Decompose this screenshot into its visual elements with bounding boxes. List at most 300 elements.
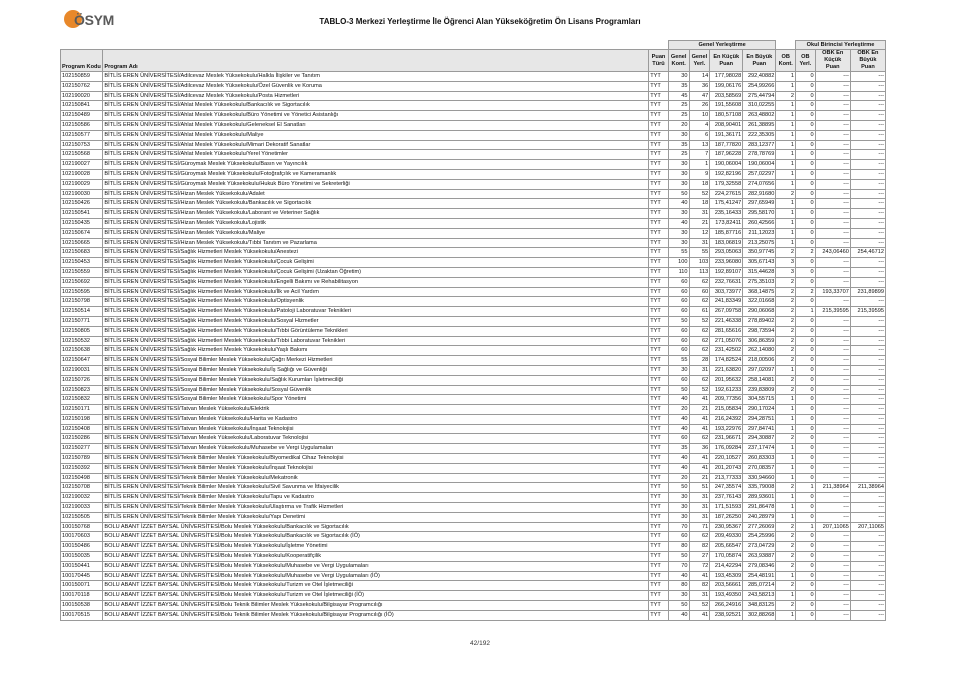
col-program-name-cell: BİTLİS EREN ÜNİVERSİTESİ/Teknik Bilimler Meslek Yüksekokulu/Sivil Savunma ve İtfaiyecilik: [103, 483, 649, 493]
col-max-score-cell: 310,02255: [743, 101, 776, 111]
col-general-quota-cell: 30: [668, 130, 689, 140]
col-ob-placed-cell: 0: [796, 91, 816, 101]
col-ob-quota-cell: 1: [776, 454, 796, 464]
table-row: [61, 542, 886, 552]
col-general-quota-cell: 40: [668, 463, 689, 473]
col-obk-min-score-cell: ---: [815, 414, 850, 424]
col-ob-quota-cell: 2: [776, 601, 796, 611]
col-obk-min-score-cell: ---: [815, 228, 850, 238]
col-general-quota-cell: 50: [668, 552, 689, 562]
col-obk-max-score-cell: ---: [850, 91, 885, 101]
col-program-code-cell: 102150408: [61, 424, 103, 434]
col-program-code-cell: 102150708: [61, 483, 103, 493]
table-row: [61, 91, 886, 101]
col-ob-quota-cell: 3: [776, 267, 796, 277]
col-ob-quota-cell: 1: [776, 209, 796, 219]
col-min-score-cell: 241,83349: [710, 297, 743, 307]
col-general-quota-cell: 60: [668, 326, 689, 336]
col-obk-min-score-cell: ---: [815, 571, 850, 581]
col-general-placed-cell: 21: [689, 405, 710, 415]
col-max-score-cell: 350,97745: [743, 248, 776, 258]
col-general-quota-cell: 35: [668, 444, 689, 454]
col-obk-max-score-cell: ---: [850, 218, 885, 228]
col-general-quota-cell: 50: [668, 385, 689, 395]
col-min-score-cell: 175,41247: [710, 199, 743, 209]
col-obk-min-score-cell: ---: [815, 561, 850, 571]
table-row: [61, 601, 886, 611]
col-score-type-cell: TYT: [649, 91, 669, 101]
col-obk-min-score-cell: ---: [815, 542, 850, 552]
col-ob-quota-cell: 1: [776, 395, 796, 405]
col-obk-min-score-cell: ---: [815, 434, 850, 444]
col-min-score-cell: 203,56661: [710, 581, 743, 591]
col-general-quota-header: Genel Kont.: [668, 50, 689, 72]
col-general-placed-cell: 51: [689, 483, 710, 493]
col-obk-min-score-cell: ---: [815, 91, 850, 101]
col-program-code-cell: 102150647: [61, 356, 103, 366]
col-max-score-cell: 240,28979: [743, 512, 776, 522]
col-obk-max-score-cell: ---: [850, 297, 885, 307]
col-ob-placed-cell: 0: [796, 473, 816, 483]
col-min-score-cell: 303,73977: [710, 287, 743, 297]
col-obk-max-score-cell: ---: [850, 405, 885, 415]
table-row: [61, 561, 886, 571]
col-program-name-cell: BİTLİS EREN ÜNİVERSİTESİ/Tatvan Meslek Yüksekokulu/Laboratuvar Teknolojisi: [103, 434, 649, 444]
col-general-placed-cell: 52: [689, 601, 710, 611]
col-obk-max-score-cell: ---: [850, 414, 885, 424]
col-score-type-cell: TYT: [649, 356, 669, 366]
col-program-name-cell: BİTLİS EREN ÜNİVERSİTESİ/Sağlık Hizmetleri Meslek Yüksekokulu/Optisyenlik: [103, 297, 649, 307]
col-ob-quota-cell: 1: [776, 463, 796, 473]
col-ob-placed-cell: 1: [796, 522, 816, 532]
table-row: [61, 199, 886, 209]
col-general-quota-cell: 20: [668, 120, 689, 130]
col-program-name-cell: BİTLİS EREN ÜNİVERSİTESİ/Hizan Meslek Yüksekokulu/Maliye: [103, 228, 649, 238]
col-min-score-cell: 173,82411: [710, 218, 743, 228]
col-score-type-cell: TYT: [649, 160, 669, 170]
col-score-type-cell: TYT: [649, 72, 669, 82]
col-general-placed-cell: 21: [689, 218, 710, 228]
col-max-score-cell: 239,83809: [743, 385, 776, 395]
col-score-type-cell: TYT: [649, 101, 669, 111]
col-program-code-cell: 102190033: [61, 503, 103, 513]
col-ob-placed-cell: 0: [796, 571, 816, 581]
col-max-score-cell: 243,58213: [743, 591, 776, 601]
col-general-placed-cell: 71: [689, 522, 710, 532]
col-program-code-cell: 102150577: [61, 130, 103, 140]
col-min-score-cell: 193,22976: [710, 424, 743, 434]
col-program-name-cell: BİTLİS EREN ÜNİVERSİTESİ/Hizan Meslek Yüksekokulu/Laborant ve Veteriner Sağlık: [103, 209, 649, 219]
col-ob-quota-cell: 1: [776, 503, 796, 513]
col-general-placed-cell: 52: [689, 316, 710, 326]
col-general-quota-cell: 80: [668, 581, 689, 591]
col-general-quota-cell: 35: [668, 81, 689, 91]
col-min-score-cell: 192,89107: [710, 267, 743, 277]
col-score-type-cell: TYT: [649, 512, 669, 522]
col-ob-placed-cell: 0: [796, 130, 816, 140]
col-program-name-cell: BİTLİS EREN ÜNİVERSİTESİ/Tatvan Meslek Yüksekokulu/Harita ve Kadastro: [103, 414, 649, 424]
col-ob-placed-cell: 0: [796, 365, 816, 375]
col-obk-max-score-cell: ---: [850, 160, 885, 170]
col-program-code-cell: 102150568: [61, 150, 103, 160]
col-min-score-cell: 185,87716: [710, 228, 743, 238]
col-min-score-cell: 201,95632: [710, 375, 743, 385]
col-obk-min-score-cell: ---: [815, 424, 850, 434]
col-obk-min-score-cell: ---: [815, 130, 850, 140]
col-score-type-cell: TYT: [649, 169, 669, 179]
col-ob-quota-cell: 1: [776, 130, 796, 140]
col-general-placed-header: Genel Yerl.: [689, 50, 710, 72]
col-ob-quota-cell: 2: [776, 91, 796, 101]
col-general-quota-cell: 30: [668, 493, 689, 503]
col-score-type-cell: TYT: [649, 493, 669, 503]
col-program-name-cell: BİTLİS EREN ÜNİVERSİTESİ/Teknik Bilimler Meslek Yüksekokulu/Yapı Denetimi: [103, 512, 649, 522]
col-general-quota-cell: 60: [668, 434, 689, 444]
col-ob-placed-header: OB Yerl.: [796, 50, 816, 72]
col-min-score-cell: 205,66547: [710, 542, 743, 552]
col-obk-max-score-cell: ---: [850, 316, 885, 326]
col-program-code-cell: 100170445: [61, 571, 103, 581]
col-min-score-cell: 177,98028: [710, 72, 743, 82]
col-max-score-cell: 261,38895: [743, 120, 776, 130]
col-general-quota-cell: 30: [668, 238, 689, 248]
table-row: [61, 571, 886, 581]
col-general-placed-cell: 41: [689, 424, 710, 434]
col-obk-max-score-cell: ---: [850, 503, 885, 513]
table-row: [61, 120, 886, 130]
col-ob-quota-cell: 1: [776, 81, 796, 91]
table-row: [61, 209, 886, 219]
col-min-score-cell: 231,96671: [710, 434, 743, 444]
col-ob-quota-cell: 1: [776, 493, 796, 503]
col-ob-quota-cell: 2: [776, 346, 796, 356]
col-score-type-cell: TYT: [649, 571, 669, 581]
table-row: [61, 297, 886, 307]
col-score-type-cell: TYT: [649, 199, 669, 209]
col-max-score-cell: 297,02097: [743, 365, 776, 375]
col-program-code-cell: 102150665: [61, 238, 103, 248]
col-ob-quota-cell: 1: [776, 120, 796, 130]
table-row: [61, 522, 886, 532]
col-general-placed-cell: 41: [689, 463, 710, 473]
col-obk-max-score-cell: ---: [850, 258, 885, 268]
col-general-quota-cell: 40: [668, 414, 689, 424]
col-obk-max-score-cell: ---: [850, 571, 885, 581]
table-row: [61, 101, 886, 111]
col-max-score-cell: 292,40882: [743, 72, 776, 82]
col-program-name-cell: BİTLİS EREN ÜNİVERSİTESİ/Hizan Meslek Yüksekokulu/Bankacılık ve Sigortacılık: [103, 199, 649, 209]
col-program-code-cell: 102150823: [61, 385, 103, 395]
table-row: [61, 424, 886, 434]
col-program-name-cell: BOLU ABANT İZZET BAYSAL ÜNİVERSİTESİ/Bolu Meslek Yüksekokulu/Kooperatifçilik: [103, 552, 649, 562]
col-obk-max-score-cell: ---: [850, 326, 885, 336]
col-general-placed-cell: 41: [689, 454, 710, 464]
col-obk-min-score-cell: ---: [815, 189, 850, 199]
col-general-placed-cell: 103: [689, 258, 710, 268]
col-obk-min-score-cell: ---: [815, 581, 850, 591]
col-ob-placed-cell: 0: [796, 326, 816, 336]
col-max-score-cell: 315,44628: [743, 267, 776, 277]
col-ob-placed-cell: 0: [796, 189, 816, 199]
col-obk-max-score-cell: 215,39595: [850, 307, 885, 317]
col-min-score-cell: 237,76143: [710, 493, 743, 503]
col-min-score-header: En Küçük Puan: [710, 50, 743, 72]
col-program-name-cell: BİTLİS EREN ÜNİVERSİTESİ/Sağlık Hizmetleri Meslek Yüksekokulu/Çocuk Gelişimi (Uzaktan Öğretim): [103, 267, 649, 277]
col-min-score-cell: 208,90401: [710, 120, 743, 130]
col-ob-quota-cell: 2: [776, 326, 796, 336]
col-program-code-cell: 102150426: [61, 199, 103, 209]
col-program-name-cell: BİTLİS EREN ÜNİVERSİTESİ/Teknik Bilimler Meslek Yüksekokulu/Mekatronik: [103, 473, 649, 483]
col-program-name-cell: BİTLİS EREN ÜNİVERSİTESİ/Teknik Bilimler Meslek Yüksekokulu/Tapu ve Kadastro: [103, 493, 649, 503]
col-obk-max-score-cell: 207,11065: [850, 522, 885, 532]
col-ob-quota-cell: 1: [776, 199, 796, 209]
col-program-name-cell: BİTLİS EREN ÜNİVERSİTESİ/Ahlat Meslek Yüksekokulu/Geleneksel El Sanatları: [103, 120, 649, 130]
col-score-type-cell: TYT: [649, 218, 669, 228]
col-max-score-cell: 260,42566: [743, 218, 776, 228]
col-obk-max-score-cell: ---: [850, 336, 885, 346]
col-general-quota-cell: 30: [668, 503, 689, 513]
col-ob-quota-cell: 2: [776, 552, 796, 562]
col-ob-quota-cell: 2: [776, 532, 796, 542]
page-title: TABLO-3 Merkezi Yerleştirme İle Öğrenci Alan Yükseköğretim Ön Lisans Programları: [319, 17, 641, 26]
col-general-placed-cell: 72: [689, 561, 710, 571]
col-obk-min-score-cell: ---: [815, 375, 850, 385]
col-min-score-cell: 281,65616: [710, 326, 743, 336]
col-ob-quota-cell: 2: [776, 307, 796, 317]
col-min-score-cell: 180,57108: [710, 111, 743, 121]
col-max-score-cell: 330,94660: [743, 473, 776, 483]
col-ob-placed-cell: 0: [796, 277, 816, 287]
col-ob-quota-cell: 1: [776, 228, 796, 238]
col-general-placed-cell: 82: [689, 581, 710, 591]
col-obk-max-score-cell: ---: [850, 228, 885, 238]
col-general-quota-cell: 30: [668, 365, 689, 375]
col-obk-max-score-cell: ---: [850, 356, 885, 366]
col-program-name-cell: BOLU ABANT İZZET BAYSAL ÜNİVERSİTESİ/Bolu Teknik Bilimler Meslek Yüksekokulu/Bilgisayar Programcılığı (İÖ): [103, 610, 649, 620]
col-general-quota-cell: 30: [668, 591, 689, 601]
col-min-score-cell: 199,06176: [710, 81, 743, 91]
col-min-score-cell: 187,26250: [710, 512, 743, 522]
col-obk-min-score-cell: ---: [815, 473, 850, 483]
col-min-score-cell: 235,16433: [710, 209, 743, 219]
col-ob-quota-cell: 2: [776, 375, 796, 385]
col-general-placed-cell: 61: [689, 307, 710, 317]
col-obk-min-score-header: OBK En Küçük Puan: [815, 50, 850, 72]
col-general-quota-cell: 20: [668, 405, 689, 415]
col-program-name-cell: BİTLİS EREN ÜNİVERSİTESİ/Ahlat Meslek Yüksekokulu/Yerel Yönetimler: [103, 150, 649, 160]
col-program-name-cell: BİTLİS EREN ÜNİVERSİTESİ/Hizan Meslek Yüksekokulu/Tıbbi Tanıtım ve Pazarlama: [103, 238, 649, 248]
col-obk-min-score-cell: ---: [815, 120, 850, 130]
col-ob-placed-cell: 0: [796, 542, 816, 552]
col-obk-max-score-cell: ---: [850, 209, 885, 219]
col-max-score-cell: 298,73594: [743, 326, 776, 336]
col-general-placed-cell: 9: [689, 169, 710, 179]
col-ob-quota-cell: 1: [776, 140, 796, 150]
col-obk-min-score-cell: 243,06460: [815, 248, 850, 258]
col-min-score-cell: 201,20743: [710, 463, 743, 473]
col-ob-placed-cell: 0: [796, 395, 816, 405]
col-obk-min-score-cell: ---: [815, 454, 850, 464]
col-max-score-cell: 295,58170: [743, 209, 776, 219]
col-general-quota-cell: 35: [668, 140, 689, 150]
col-min-score-cell: 171,51593: [710, 503, 743, 513]
col-obk-max-score-cell: ---: [850, 532, 885, 542]
col-max-score-cell: 263,93887: [743, 552, 776, 562]
col-max-score-cell: 294,28751: [743, 414, 776, 424]
col-general-quota-cell: 60: [668, 346, 689, 356]
col-program-code-cell: 102150586: [61, 120, 103, 130]
col-obk-min-score-cell: ---: [815, 356, 850, 366]
col-score-type-cell: TYT: [649, 258, 669, 268]
col-ob-placed-cell: 0: [796, 72, 816, 82]
col-min-score-cell: 221,63820: [710, 365, 743, 375]
col-general-quota-cell: 25: [668, 111, 689, 121]
table-row: [61, 258, 886, 268]
col-obk-max-score-cell: ---: [850, 561, 885, 571]
col-program-name-cell: BİTLİS EREN ÜNİVERSİTESİ/Adilcevaz Meslek Yüksekokulu/Halkla İlişkiler ve Tanıtım: [103, 72, 649, 82]
col-ob-quota-cell: 2: [776, 581, 796, 591]
col-ob-quota-cell: 2: [776, 385, 796, 395]
col-obk-min-score-cell: ---: [815, 444, 850, 454]
col-general-placed-cell: 62: [689, 336, 710, 346]
col-general-placed-cell: 12: [689, 228, 710, 238]
col-general-placed-cell: 31: [689, 591, 710, 601]
table-row: [61, 395, 886, 405]
col-program-code-cell: 102150798: [61, 297, 103, 307]
col-min-score-cell: 176,09284: [710, 444, 743, 454]
col-max-score-cell: 277,26069: [743, 522, 776, 532]
col-program-name-cell: BİTLİS EREN ÜNİVERSİTESİ/Sosyal Bilimler Meslek Yüksekokulu/Çağrı Merkezi Hizmetleri: [103, 356, 649, 366]
col-program-name-cell: BİTLİS EREN ÜNİVERSİTESİ/Tatvan Meslek Yüksekokulu/Elektrik: [103, 405, 649, 415]
col-general-placed-cell: 31: [689, 365, 710, 375]
col-general-quota-cell: 30: [668, 160, 689, 170]
col-general-quota-cell: 30: [668, 179, 689, 189]
col-min-score-cell: 174,82524: [710, 356, 743, 366]
col-max-score-header: En Büyük Puan: [743, 50, 776, 72]
col-program-code-cell: 102150726: [61, 375, 103, 385]
col-max-score-cell: 297,84741: [743, 424, 776, 434]
col-ob-placed-cell: 0: [796, 561, 816, 571]
col-program-name-cell: BİTLİS EREN ÜNİVERSİTESİ/Sağlık Hizmetleri Meslek Yüksekokulu/Tıbbi Görüntüleme Teknikleri: [103, 326, 649, 336]
col-score-type-cell: TYT: [649, 209, 669, 219]
col-obk-min-score-cell: 215,39595: [815, 307, 850, 317]
col-min-score-cell: 214,42294: [710, 561, 743, 571]
table-row: [61, 248, 886, 258]
col-program-code-cell: 102150498: [61, 473, 103, 483]
col-obk-min-score-cell: ---: [815, 493, 850, 503]
col-obk-min-score-cell: ---: [815, 503, 850, 513]
col-ob-placed-cell: 1: [796, 307, 816, 317]
col-general-placed-cell: 27: [689, 552, 710, 562]
table-row: [61, 405, 886, 415]
col-obk-max-score-cell: 211,38964: [850, 483, 885, 493]
col-min-score-cell: 238,92521: [710, 610, 743, 620]
col-general-placed-cell: 7: [689, 150, 710, 160]
col-max-score-cell: 297,65949: [743, 199, 776, 209]
table-row: [61, 169, 886, 179]
col-general-placed-cell: 62: [689, 277, 710, 287]
col-obk-max-score-cell: ---: [850, 120, 885, 130]
col-general-placed-cell: 62: [689, 434, 710, 444]
col-ob-placed-cell: 0: [796, 424, 816, 434]
col-min-score-cell: 231,42502: [710, 346, 743, 356]
col-obk-min-score-cell: ---: [815, 160, 850, 170]
group-header-general: Genel Yerleştirme: [668, 41, 776, 50]
col-min-score-cell: 191,36171: [710, 130, 743, 140]
col-program-code-cell: 100150441: [61, 561, 103, 571]
col-max-score-cell: 275,35103: [743, 277, 776, 287]
col-program-name-cell: BİTLİS EREN ÜNİVERSİTESİ/Sosyal Bilimler Meslek Yüksekokulu/Sosyal Güvenlik: [103, 385, 649, 395]
table-row: [61, 277, 886, 287]
col-obk-min-score-cell: ---: [815, 405, 850, 415]
col-program-code-cell: 100150538: [61, 601, 103, 611]
col-program-code-cell: 102190027: [61, 160, 103, 170]
col-ob-quota-cell: 1: [776, 111, 796, 121]
col-general-placed-cell: 62: [689, 297, 710, 307]
col-ob-placed-cell: 0: [796, 552, 816, 562]
col-obk-min-score-cell: ---: [815, 336, 850, 346]
col-general-quota-cell: 110: [668, 267, 689, 277]
col-obk-max-score-cell: ---: [850, 395, 885, 405]
col-max-score-cell: 218,00506: [743, 356, 776, 366]
col-program-code-cell: 102150674: [61, 228, 103, 238]
col-obk-max-score-cell: ---: [850, 424, 885, 434]
col-ob-quota-cell: 2: [776, 434, 796, 444]
col-ob-quota-cell: 1: [776, 218, 796, 228]
col-ob-quota-cell: 1: [776, 473, 796, 483]
col-obk-max-score-cell: ---: [850, 434, 885, 444]
col-ob-quota-cell: 1: [776, 571, 796, 581]
col-score-type-cell: TYT: [649, 336, 669, 346]
col-ob-placed-cell: 0: [796, 454, 816, 464]
col-ob-placed-cell: 0: [796, 199, 816, 209]
col-ob-placed-cell: 0: [796, 111, 816, 121]
col-ob-placed-cell: 0: [796, 169, 816, 179]
col-score-type-cell: TYT: [649, 473, 669, 483]
col-program-code-cell: 102150505: [61, 512, 103, 522]
col-min-score-cell: 293,05063: [710, 248, 743, 258]
table-row: [61, 375, 886, 385]
col-general-placed-cell: 62: [689, 346, 710, 356]
col-score-type-cell: TYT: [649, 111, 669, 121]
col-score-type-cell: TYT: [649, 542, 669, 552]
col-obk-min-score-cell: ---: [815, 81, 850, 91]
col-obk-min-score-cell: ---: [815, 395, 850, 405]
col-general-placed-cell: 1: [689, 160, 710, 170]
col-score-type-cell: TYT: [649, 581, 669, 591]
col-ob-quota-cell: 2: [776, 248, 796, 258]
col-general-quota-cell: 50: [668, 189, 689, 199]
col-general-placed-cell: 21: [689, 473, 710, 483]
col-program-code-cell: 102150514: [61, 307, 103, 317]
col-min-score-cell: 191,55608: [710, 101, 743, 111]
col-ob-placed-cell: 0: [796, 160, 816, 170]
col-general-placed-cell: 31: [689, 209, 710, 219]
col-min-score-cell: 187,96228: [710, 150, 743, 160]
col-general-placed-cell: 41: [689, 571, 710, 581]
col-score-type-cell: TYT: [649, 277, 669, 287]
col-score-type-cell: TYT: [649, 444, 669, 454]
table-row: [61, 287, 886, 297]
col-min-score-cell: 221,46338: [710, 316, 743, 326]
col-max-score-cell: 270,08357: [743, 463, 776, 473]
table-row: [61, 473, 886, 483]
column-header-row: [61, 50, 886, 72]
col-general-quota-cell: 40: [668, 199, 689, 209]
col-obk-min-score-cell: 211,38964: [815, 483, 850, 493]
col-obk-max-score-cell: ---: [850, 277, 885, 287]
col-score-type-cell: TYT: [649, 454, 669, 464]
